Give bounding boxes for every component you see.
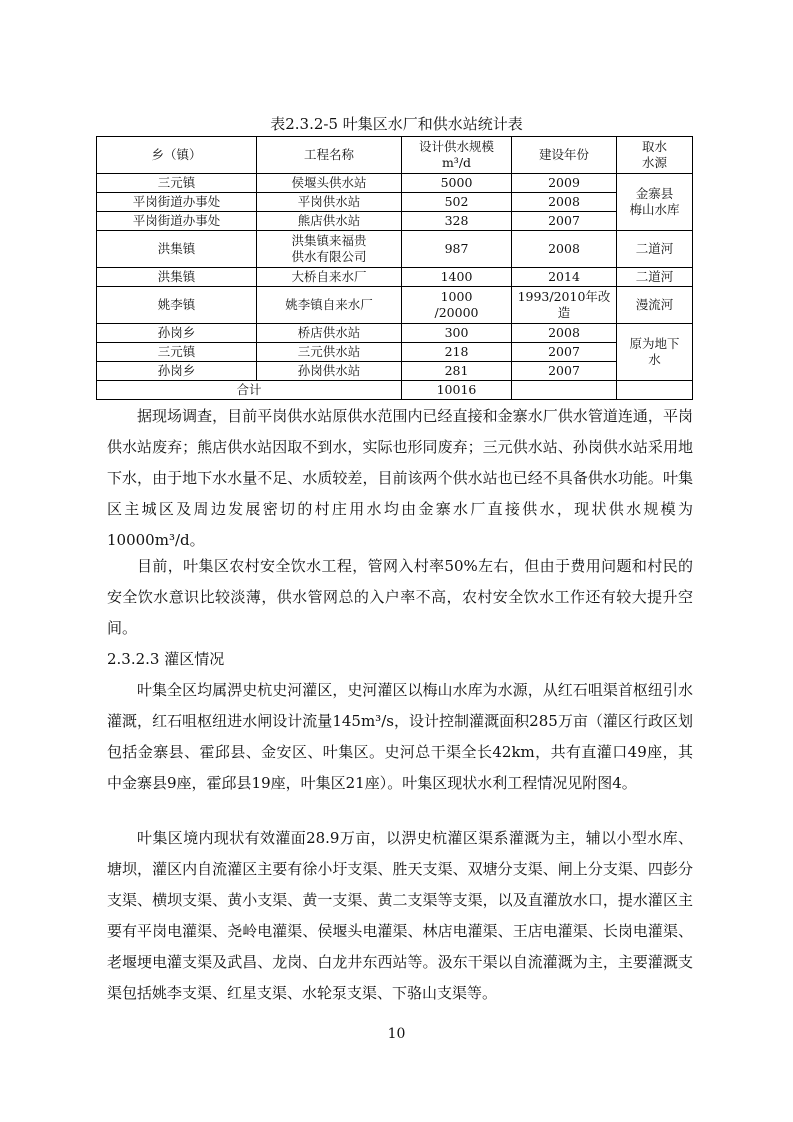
- cell-year: 2007: [512, 212, 617, 231]
- cell-source: 漫流河: [617, 287, 693, 324]
- cell-year: 2007: [512, 343, 617, 362]
- table-total-row: [97, 381, 693, 400]
- paragraph-irrigation-area: 叶集区境内现状有效灌面28.9万亩，以淠史杭灌区渠系灌溉为主，辅以小型水库、塘坝，灌区内自流灌区主要有徐小圩支渠、胜天支渠、双塘分支渠、闸上分支渠、四彭分支渠、横坝支渠、黄小支渠、黄一支渠、黄二支渠等支渠，以及直灌放水口，提水灌区主要有平岗电灌渠、尧岭电灌渠、侯堰头电灌渠、林店电灌渠、王店电灌渠、长岗电灌渠、老堰埂电灌支渠及武昌、龙岗、白龙井东西站等。汲东干渠以自流灌溉为主，主要灌溉支渠包括姚李支渠、红星支渠、水轮泵支渠、下骆山支渠等。: [107, 829, 693, 1002]
- cell-town: 孙岗乡: [97, 362, 257, 381]
- header-town: 乡（镇）: [97, 137, 257, 174]
- cell-year: 2014: [512, 268, 617, 287]
- cell-town: 三元镇: [97, 174, 257, 193]
- cell-town: 孙岗乡: [97, 324, 257, 343]
- table-row: [97, 362, 693, 381]
- water-plant-table: [96, 136, 693, 400]
- cell-capacity: 328: [402, 212, 512, 231]
- table-row: [97, 287, 693, 324]
- table-row: [97, 193, 693, 212]
- cell-source-groundwater: 原为地下 水: [617, 324, 693, 381]
- header-source: 取水 水源: [617, 137, 693, 174]
- cell-year: 2009: [512, 174, 617, 193]
- cell-capacity: 987: [402, 231, 512, 268]
- cell-year: 2008: [512, 324, 617, 343]
- table-header-row: [97, 137, 693, 174]
- cell-project: 平岗供水站: [257, 193, 402, 212]
- paragraph-rural-water: 目前，叶集区农村安全饮水工程，管网入村率50%左右，但由于费用问题和村民的安全饮水意识比较淡薄，供水管网总的入户率不高，农村安全饮水工作还有较大提升空间。: [107, 557, 693, 637]
- page-number: 10: [387, 1026, 406, 1042]
- cell-year: 2008: [512, 231, 617, 268]
- cell-project: 姚李镇自来水厂: [257, 287, 402, 324]
- paragraph-irrigation-district: 叶集全区均属淠史杭史河灌区，史河灌区以梅山水库为水源，从红石咀渠首枢纽引水灌溉，红石咀枢纽进水闸设计流量145m³/s，设计控制灌溉面积285万亩（灌区行政区划包括金寨县、霍邱县、金安区、叶集区。史河总干渠全长42km，共有直灌口49座，其中金寨县9座，霍邱县19座，叶集区21座）。叶集区现状水利工程情况见附图4。: [107, 681, 693, 792]
- table-row: [97, 343, 693, 362]
- header-project: 工程名称: [257, 137, 402, 174]
- cell-total-value: 10016: [402, 381, 512, 400]
- cell-capacity: 1000 /20000: [402, 287, 512, 324]
- cell-year: 2008: [512, 193, 617, 212]
- cell-capacity: 218: [402, 343, 512, 362]
- cell-capacity: 5000: [402, 174, 512, 193]
- cell-town: 姚李镇: [97, 287, 257, 324]
- cell-capacity: 281: [402, 362, 512, 381]
- cell-empty: [617, 381, 693, 400]
- cell-source: 二道河: [617, 268, 693, 287]
- cell-capacity: 300: [402, 324, 512, 343]
- cell-town: 洪集镇: [97, 268, 257, 287]
- cell-town: 洪集镇: [97, 231, 257, 268]
- cell-town: 三元镇: [97, 343, 257, 362]
- cell-empty: [512, 381, 617, 400]
- table-caption: 表2.3.2-5 叶集区水厂和供水站统计表: [270, 115, 523, 133]
- cell-town: 平岗街道办事处: [97, 193, 257, 212]
- cell-project: 侯堰头供水站: [257, 174, 402, 193]
- cell-project: 熊店供水站: [257, 212, 402, 231]
- section-heading: 2.3.2.3 灌区情况: [107, 650, 225, 668]
- cell-project: 洪集镇来福贵 供水有限公司: [257, 231, 402, 268]
- cell-capacity: 1400: [402, 268, 512, 287]
- paragraph-supply-status: 据现场调查，目前平岗供水站原供水范围内已经直接和金寨水厂供水管道连通，平岗供水站废弃；熊店供水站因取不到水，实际也形同废弃；三元供水站、孙岗供水站采用地下水，由于地下水水量不足、水质较差，目前该两个供水站也已经不具备供水功能。叶集区主城区及周边发展密切的村庄用水均由金寨水厂直接供水，现状供水规模为10000m³/d。: [107, 407, 693, 549]
- cell-project: 桥店供水站: [257, 324, 402, 343]
- cell-source-meishan: 金寨县 梅山水库: [617, 174, 693, 231]
- cell-year: 2007: [512, 362, 617, 381]
- table-row: [97, 212, 693, 231]
- header-capacity: 设计供水规模 m³/d: [402, 137, 512, 174]
- cell-project: 大桥自来水厂: [257, 268, 402, 287]
- table-row: [97, 231, 693, 268]
- cell-project: 三元供水站: [257, 343, 402, 362]
- cell-year: 1993/2010年改 造: [512, 287, 617, 324]
- cell-town: 平岗街道办事处: [97, 212, 257, 231]
- cell-source: 二道河: [617, 231, 693, 268]
- table-row: [97, 268, 693, 287]
- cell-total-label: 合计: [97, 381, 402, 400]
- table-row: [97, 174, 693, 193]
- table-row: [97, 324, 693, 343]
- header-year: 建设年份: [512, 137, 617, 174]
- cell-project: 孙岗供水站: [257, 362, 402, 381]
- cell-capacity: 502: [402, 193, 512, 212]
